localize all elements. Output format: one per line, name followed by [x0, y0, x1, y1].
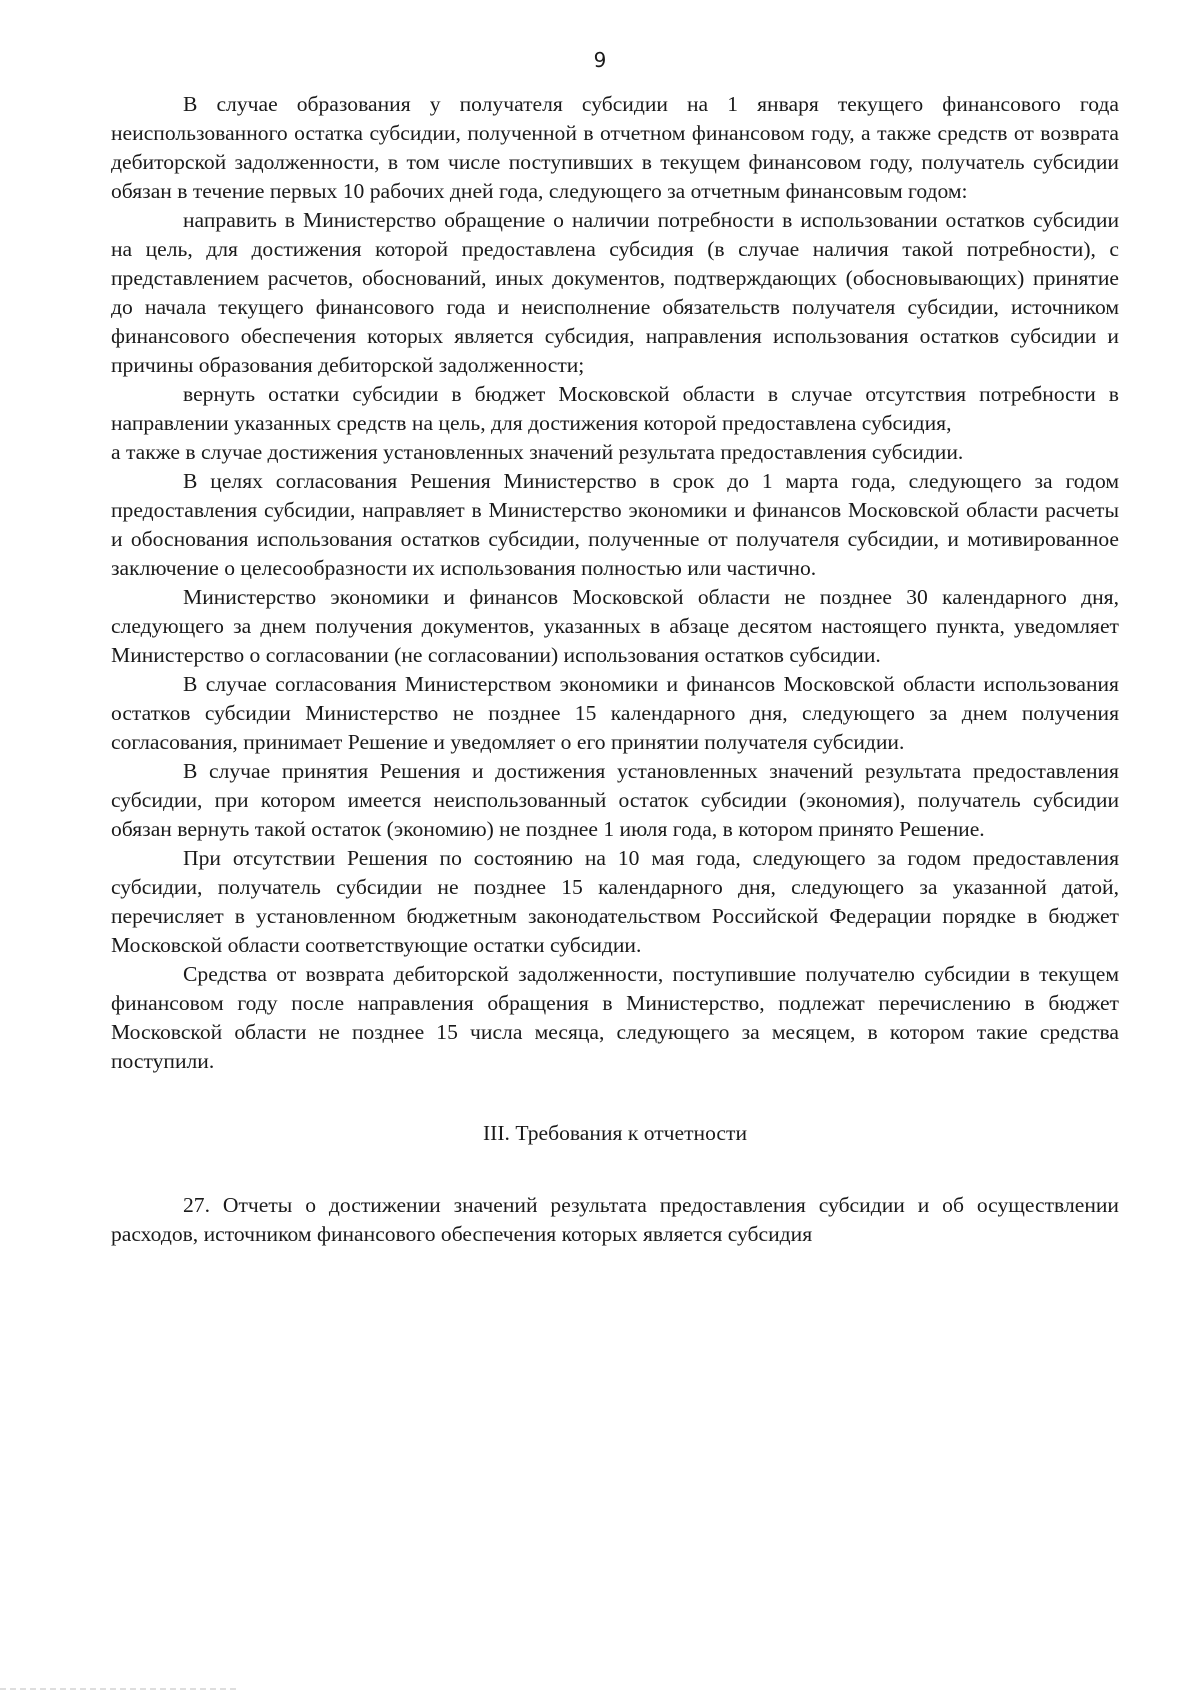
paragraph-return-balance-continued: а также в случае достижения установленных значений результата предоставления субсидии.: [111, 440, 964, 464]
paragraph-no-decision: При отсутствии Решения по состоянию на 10 мая года, следующего за годом предоставления субсидии, получатель субсидии не позднее 15 календарного дня, следующего за указанной датой, перечисляет в установленном бюджетным законодательством Российской Федерации порядке в бюджет Московской области соответствующие остатки субсидии.: [111, 846, 1119, 957]
paragraph-ministry-notification: Министерство экономики и финансов Московской области не позднее 30 календарного дня, следующего за днем получения документов, указанных в абзаце десятом настоящего пункта, уведомляет Министерство о согласовании (не согласовании) использования остатков субсидии.: [111, 585, 1119, 667]
paragraph-return-balance: вернуть остатки субсидии в бюджет Московской области в случае отсутствия потребности в направлении указанных средств на цель, для достижения которой предоставлена субсидия,: [111, 382, 1119, 435]
section-heading: III. Требования к отчетности: [482, 1121, 748, 1145]
page-number: 9: [593, 48, 607, 72]
paragraph-send-request: направить в Министерство обращение о наличии потребности в использовании остатков субсидии на цель, для достижения которой предоставлена субсидия (в случае наличия такой потребности), с представлением расчетов, обоснований, иных документов, подтверждающих (обосновывающих) принятие до начала текущего финансового года и неисполнение обязательств получателя субсидии, источником финансового обеспечения которых является субсидия, направления использования остатков субсидии и причины образования дебиторской задолженности;: [111, 208, 1119, 377]
paragraph-decision-acceptance: В случае согласования Министерством экономики и финансов Московской области использования остатков субсидии Министерство не позднее 15 календарного дня, следующего за днем получения согласования, принимает Решение и уведомляет о его принятии получателя субсидии.: [111, 672, 1119, 754]
document-body: [111, 90, 1119, 1249]
paragraph-unused-balance: В случае образования у получателя субсидии на 1 января текущего финансового года неиспользованного остатка субсидии, полученной в отчетном финансовом году, а также средств от возврата дебиторской задолженности, в том числе поступивших в текущем финансовом году, получатель субсидии обязан в течение первых 10 рабочих дней года, следующего за отчетным финансовым годом:: [111, 92, 1119, 203]
scan-edge-artifact: [0, 1688, 240, 1690]
paragraph-receivables: Средства от возврата дебиторской задолженности, поступившие получателю субсидии в текущем финансовом году после направления обращения в Министерство, подлежат перечислению в бюджет Московской области не позднее 15 числа месяца, следующего за месяцем, в котором такие средства поступили.: [111, 962, 1119, 1073]
clause-27: 27. Отчеты о достижении значений результата предоставления субсидии и об осуществлении расходов, источником финансового обеспечения которых является субсидия: [111, 1193, 1119, 1246]
paragraph-savings-return: В случае принятия Решения и достижения установленных значений результата предоставления субсидии, при котором имеется неиспользованный остаток субсидии (экономия), получатель субсидии обязан вернуть такой остаток (экономию) не позднее 1 июля года, в котором принято Решение.: [111, 759, 1119, 841]
paragraph-approval-deadline: В целях согласования Решения Министерство в срок до 1 марта года, следующего за годом предоставления субсидии, направляет в Министерство экономики и финансов Московской области расчеты и обоснования использования остатков субсидии, полученные от получателя субсидии, и мотивированное заключение о целесообразности их использования полностью или частично.: [111, 469, 1119, 580]
